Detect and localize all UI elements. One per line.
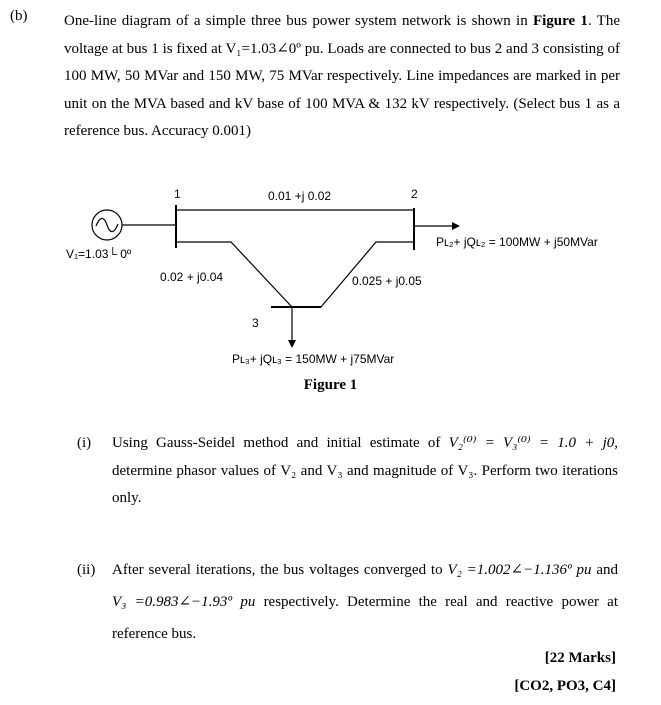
figure-reference: Figure 1: [532, 13, 588, 29]
load2-arrow-icon: [452, 222, 460, 230]
question-1-part-b: , determine phasor values of V₂ and V₃ and magnitude of V₃. Perform two iterations only.: [112, 435, 618, 506]
intro-part-1: One-line diagram of a simple three bus power system network is shown in: [64, 13, 533, 29]
line12-impedance: 0.01 +j 0.02: [268, 189, 332, 203]
load3-label: Pʟ₃+ jQʟ₃ = 150MW + j75MVar: [232, 352, 395, 366]
bus3-label: 3: [252, 316, 259, 330]
marks: [22 Marks]: [544, 650, 616, 666]
bus2-label: 2: [411, 187, 418, 201]
question-2-text: [112, 554, 618, 650]
course-outcomes: [CO2, PO3, C4]: [514, 678, 616, 694]
question-1-number: (i): [77, 435, 92, 451]
intro-part-2: . The voltage at bus 1 is fixed at V₁=1.03∠0º pu. Loads are connected to bus 2 and 3 consisting of 100 MW, 50 MVar and 150 MW, 75 MVar respectively. Line impedances are marked in per unit on the MVA based and kV base of 100 MVA & 132 kV respectively. (Select bus 1 as a reference bus. Accuracy 0.001): [64, 13, 620, 139]
question-2-part-a: After several iterations, the bus voltages converged to: [112, 562, 448, 578]
part-label: (b): [10, 8, 28, 24]
question-1-math: V₂⁽⁰⁾ = V₃⁽⁰⁾ = 1.0 + j0: [448, 435, 615, 451]
question-2-v3: V₃ =0.983∠−1.93º pu: [112, 594, 256, 610]
figure-caption: Figure 1: [303, 377, 358, 393]
generator-wave-icon: [96, 218, 118, 231]
load2-label: Pʟ₂+ jQʟ₂ = 100MW + j50MVar: [436, 235, 598, 249]
question-1-part-a: Using Gauss-Seidel method and initial estimate of: [112, 435, 449, 451]
line13-impedance: 0.02 + j0.04: [160, 270, 224, 284]
question-2-number: (ii): [77, 562, 96, 578]
problem-statement: [64, 8, 620, 146]
question-2-part-c: respectively. Determine the real and reactive power at reference bus.: [112, 594, 619, 642]
load3-arrow-icon: [288, 340, 296, 348]
one-line-diagram: [0, 170, 661, 370]
question-1-text: [112, 430, 618, 513]
line23-impedance: 0.025 + j0.05: [352, 274, 422, 288]
v1-label: V₁=1.03└ 0º: [66, 247, 132, 261]
bus1-label: 1: [174, 187, 181, 201]
question-2-part-b: and: [591, 562, 618, 578]
question-2-v2: V₂ =1.002∠−1.136º pu: [447, 562, 592, 578]
